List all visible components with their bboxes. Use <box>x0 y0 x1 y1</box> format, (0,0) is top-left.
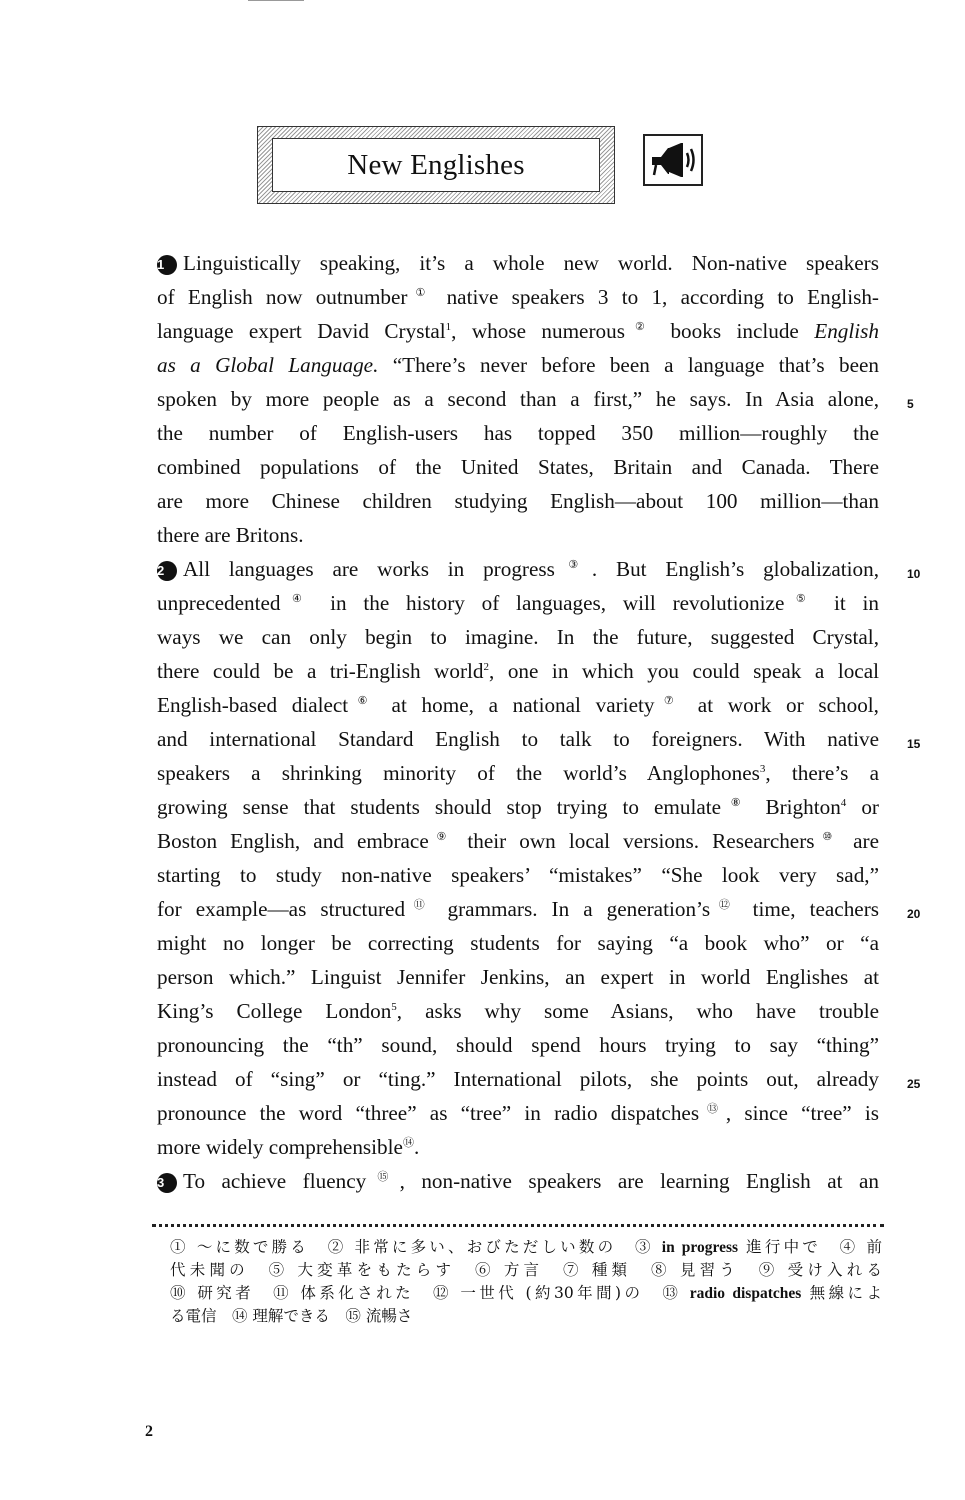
title-frame <box>257 126 615 204</box>
body-line: for example—as structured⑪ grammars. In a generation’s⑫ time, teachers <box>157 897 880 921</box>
body-line: unprecedented④ in the history of languages, will revolutionize⑤ it in <box>157 591 879 615</box>
body-line: King’s College London$^5$, asks why some Asians, who have trouble <box>157 999 879 1023</box>
body-line: pronouncing the “th” sound, should spend hours trying to say “thing” <box>157 1033 879 1057</box>
page-title: New Englishes <box>347 148 525 181</box>
audio-button[interactable] <box>643 134 703 186</box>
body-line: might no longer be correcting students for saying “a book who” or “a <box>157 931 879 955</box>
body-line: spoken by more people as a second than a first,” he says. In Asia alone, <box>157 387 879 411</box>
body-line: as a Global Language. “There’s never before been a language that’s been <box>157 353 879 377</box>
body-line: more widely comprehensible⑭. <box>157 1135 420 1159</box>
glossary-line: ⑩ 研究者 ⑪ 体系化された ⑫ 一世代 (約30年間)の ⑬ radio dispatches 無線によ <box>170 1284 882 1302</box>
line-number: 15 <box>907 737 921 751</box>
body-line: growing sense that students should stop trying to emulate⑧ Brighton$^4$ or <box>157 795 879 819</box>
title-inner-box <box>272 138 600 192</box>
paragraph-marker: 2 <box>157 561 177 581</box>
glossary <box>170 1236 882 1328</box>
line-number: 20 <box>907 907 921 921</box>
line-number: 5 <box>907 397 914 411</box>
body-line: 2 All languages are works in progress③. But English’s globalization, <box>157 557 879 581</box>
line-number: 25 <box>907 1077 921 1091</box>
body-line: instead of “sing” or “ting.” International pilots, she points out, already <box>157 1067 879 1091</box>
line-number: 10 <box>907 567 921 581</box>
body-line: and international Standard English to talk to foreigners. With native <box>157 727 879 751</box>
body-line: pronounce the word “three” as “tree” in radio dispatches⑬, since “tree” is <box>157 1101 879 1125</box>
body-line: are more Chinese children studying English—about 100 million—than <box>157 489 879 513</box>
body-line: combined populations of the United States, Britain and Canada. There <box>157 455 879 479</box>
dotted-divider <box>152 1224 884 1227</box>
body-line: 3 To achieve fluency⑮, non-native speakers are learning English at an <box>157 1169 879 1193</box>
body-line: the number of English-users has topped 350 million—roughly the <box>157 421 879 445</box>
top-edge-mark <box>248 0 304 1</box>
paragraph-marker: 1 <box>157 255 177 275</box>
body-line: ways we can only begin to imagine. In the future, suggested Crystal, <box>157 625 879 649</box>
article-body <box>157 246 879 1198</box>
body-line: Boston English, and embrace⑨ their own local versions. Researchers⑩ are <box>157 829 879 853</box>
body-line: English-based dialect⑥ at home, a national variety⑦ at work or school, <box>157 693 879 717</box>
body-line: of English now outnumber① native speakers 3 to 1, according to English- <box>157 285 879 309</box>
speaker-icon <box>648 140 698 180</box>
body-line: there could be a tri-English world$^2$, one in which you could speak a local <box>157 659 880 683</box>
body-line: there are Britons. <box>157 523 304 547</box>
body-line: speakers a shrinking minority of the world’s Anglophones$^3$, there’s a <box>157 761 879 785</box>
glossary-line: ① ～に数で勝る ② 非常に多い、おびただしい数の ③ in progress 進行中で ④ 前 <box>170 1238 882 1256</box>
glossary-line: る電信 ⑭ 理解できる ⑮ 流暢さ <box>170 1307 413 1325</box>
glossary-line: 代未聞の ⑤ 大変革をもたらす ⑥ 方言 ⑦ 種類 ⑧ 見習う ⑨ 受け入れる <box>170 1261 882 1279</box>
body-line: starting to study non-native speakers’ “mistakes” “She look very sad,” <box>157 863 879 887</box>
paragraph-marker: 3 <box>157 1173 177 1193</box>
page-number: 2 <box>145 1423 153 1440</box>
body-line: 1 Linguistically speaking, it’s a whole new world. Non-native speakers <box>157 251 879 275</box>
body-line: person which.” Linguist Jennifer Jenkins, an expert in world Englishes at <box>157 965 879 989</box>
body-line: language expert David Crystal$^1$, whose numerous② books include English <box>157 319 879 343</box>
